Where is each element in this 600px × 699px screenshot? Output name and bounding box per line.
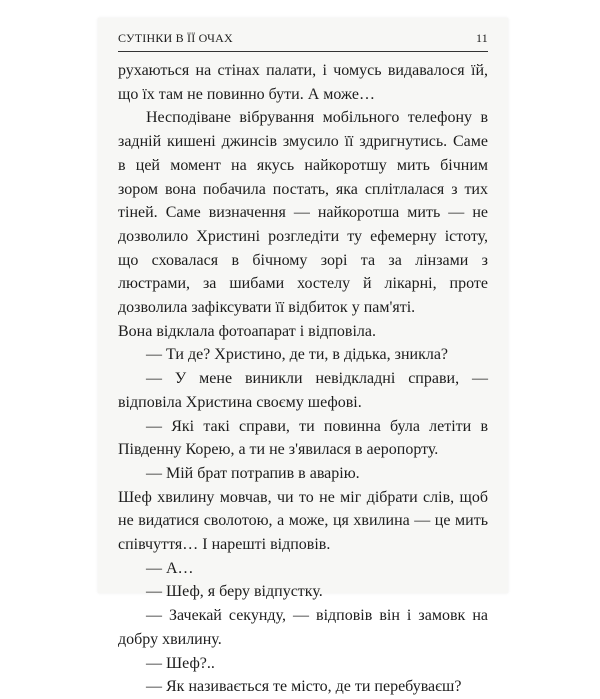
header-rule xyxy=(118,51,488,52)
dialogue-line: — Які такі справи, ти повинна була летіти в Південну Корею, а ти не з'явилася в аеропорту. xyxy=(118,417,488,459)
book-page xyxy=(98,18,508,696)
dialogue-line: — Мій брат потрапив в аварію. xyxy=(146,464,360,482)
paragraph: Несподіване вібрування мобільного телефону в задній кишені джинсів змусило її здригнутись. Саме в цей момент на якусь найкоротшу мить бічним зором вона побачила постать, яка сплітлалася з тих тіней. Саме визначення — найкоротша мить — не дозволило Христині розгледіти ту ефемерну істоту, що сховалася в бічному зорі та за лінзами з люстрами, за шибами хостелу й лікарні, проте дозволила зафіксувати її відбиток у пам'яті. xyxy=(118,109,488,317)
paragraph: Шеф хвилину мовчав, чи то не міг дібрати слів, щоб не видатися сволотою, а може, ця хвилина — це мить співчуття… І нарешті відповів. xyxy=(118,488,488,554)
dialogue-line: — Шеф, я беру відпустку. xyxy=(146,583,323,601)
body-text xyxy=(118,59,488,699)
dialogue-line: — Ти де? Христино, де ти, в дідька, зникла? xyxy=(146,346,449,364)
running-title: СУТІНКИ В ЇЇ ОЧАХ xyxy=(118,31,233,45)
paragraph: рухаються на стінах палати, і чомусь видавалося їй, що їх там не повинно бути. А може… xyxy=(118,62,488,103)
dialogue-line: — Зачекай секунду, — відповів він і замовк на добру хвилину. xyxy=(118,607,488,648)
dialogue-line: — Шеф?.. xyxy=(146,654,215,672)
paragraph: Вона відклала фотоапарат і відповіла. xyxy=(118,322,376,340)
dialogue-line: — А… xyxy=(146,559,194,577)
running-head xyxy=(118,31,488,49)
dialogue-line: — Як називається те місто, де ти перебуваєш? xyxy=(146,678,462,696)
page-number: 11 xyxy=(476,31,488,45)
dialogue-line: — У мене виникли невідкладні справи, — відповіла Христина своєму шефові. xyxy=(118,370,488,411)
